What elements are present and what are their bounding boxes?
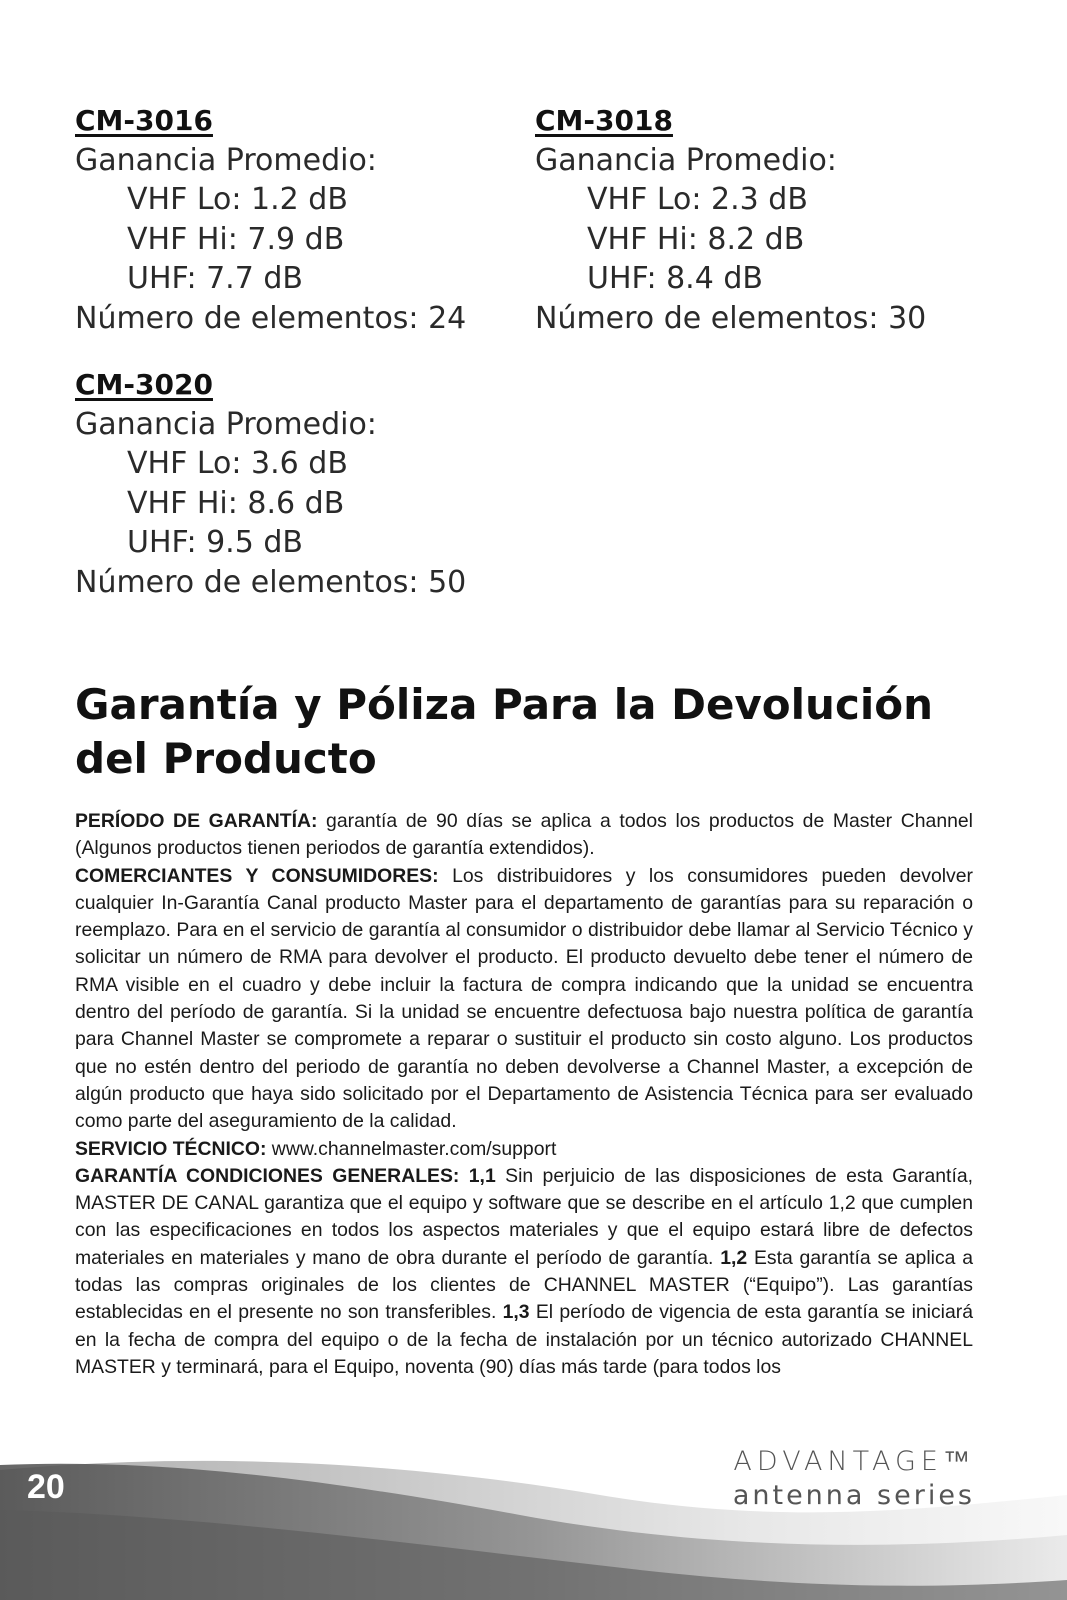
model-name: CM-3020 [75,368,213,401]
uhf-value: UHF: 9.5 dB [127,525,303,560]
general-conditions-paragraph [75,1163,973,1381]
warranty-heading-line1: Garantía y Póliza Para la Devolución [75,680,934,729]
warranty-period-paragraph [75,808,973,863]
dealers-text: Los distribuidores y los consumidores pueden devolver cualquier In-Garantía Canal producto Master para el departamento de garantías para su reparación o reemplazo. Para en el servicio de garantía al consumidor o distribuidor debe llamar al Servicio Técnico y solicitar un número de RMA para devolver el producto. El producto devuelto debe tener el número de RMA visible en el cuadro y debe incluir la factura de compra indicando que la unidad se encuentra dentro del período de garantía. Si la unidad se encuentre defectuosa bajo nuestra política de garantía para Channel Master se compromete a reparar o sustituir el producto sin costo alguno. Los productos que no estén dentro del periodo de garantía no deben devolverse a Channel Master, a excepción de algún producto que haya sido solicitado por el Departamento de Asistencia Técnica para ser evaluado como parte del aseguramiento de la calidad. [75,864,973,1133]
spec-block-cm3016 [75,101,466,338]
clause-1-3-number: 1,3 [496,1301,530,1324]
service-label: SERVICIO TÉCNICO: [75,1137,267,1160]
page-number: 20 [27,1468,65,1506]
spec-block-cm3018 [535,101,926,338]
clause-1-1-number: 1,1 [459,1164,496,1187]
vhf-lo-value: VHF Lo: 2.3 dB [587,182,808,217]
clause-1-2-text: Esta garantía se aplica a todas las compras originales de los clientes de CHANNEL MASTER (“Equipo”). Las garantías establecidas en el presente no son transferibles. [75,1246,974,1324]
elements-count: Número de elementos: 24 [75,300,467,336]
vhf-hi-value: VHF Hi: 8.2 dB [587,221,805,257]
gain-label: Ganancia Promedio: [75,406,377,442]
uhf-value: UHF: 8.4 dB [587,261,763,296]
elements-count: Número de elementos: 30 [535,300,927,336]
vhf-hi-value: VHF Hi: 7.9 dB [127,221,345,257]
vhf-lo-value: VHF Lo: 3.6 dB [127,446,348,481]
dealers-label: COMERCIANTES Y CONSUMIDORES: [75,864,439,887]
brand-antenna-series: antenna series [732,1480,975,1511]
uhf-value: UHF: 7.7 dB [127,261,303,296]
vhf-lo-value: VHF Lo: 1.2 dB [127,182,348,217]
warranty-period-text: garantía de 90 días se aplica a todos los productos de Master Channel (Algunos productos tienen periodos de garantía extendidos). [75,810,973,860]
clause-1-1-text: Sin perjuicio de las disposiciones de esta Garantía, MASTER DE CANAL garantiza que el equipo y software que se describe en el artículo 1,2 que cumplen con las especificaciones en todos los aspectos materiales y que el equipo estará libre de defectos materiales en materiales y mano de obra durante el período de garantía. [75,1164,973,1269]
gain-label: Ganancia Promedio: [75,142,377,178]
brand-advantage: ADVANTAGE™ [733,1446,975,1477]
general-conditions-label: GARANTÍA CONDICIONES GENERALES: [75,1164,460,1187]
clause-1-3-text: El período de vigencia de esta garantía se iniciará en la fecha de compra del equipo o de la fecha de instalación por un técnico autorizado CHANNEL MASTER y terminará, para el Equipo, noventa (90) días más tarde (para todos los [75,1301,973,1378]
model-name: CM-3016 [75,104,213,137]
dealers-paragraph [75,863,973,1136]
spec-block-cm3020 [75,365,466,602]
model-name: CM-3018 [535,104,673,137]
warranty-heading [75,678,995,786]
vhf-hi-value: VHF Hi: 8.6 dB [127,485,345,521]
gain-label: Ganancia Promedio: [535,142,837,178]
warranty-body [75,808,973,1381]
service-link: www.channelmaster.com/support [266,1137,557,1160]
elements-count: Número de elementos: 50 [75,564,467,600]
warranty-period-label: PERÍODO DE GARANTÍA: [75,810,318,832]
clause-1-2-number: 1,2 [713,1246,748,1269]
warranty-heading-line2: del Producto [75,734,377,783]
service-paragraph [75,1136,973,1163]
